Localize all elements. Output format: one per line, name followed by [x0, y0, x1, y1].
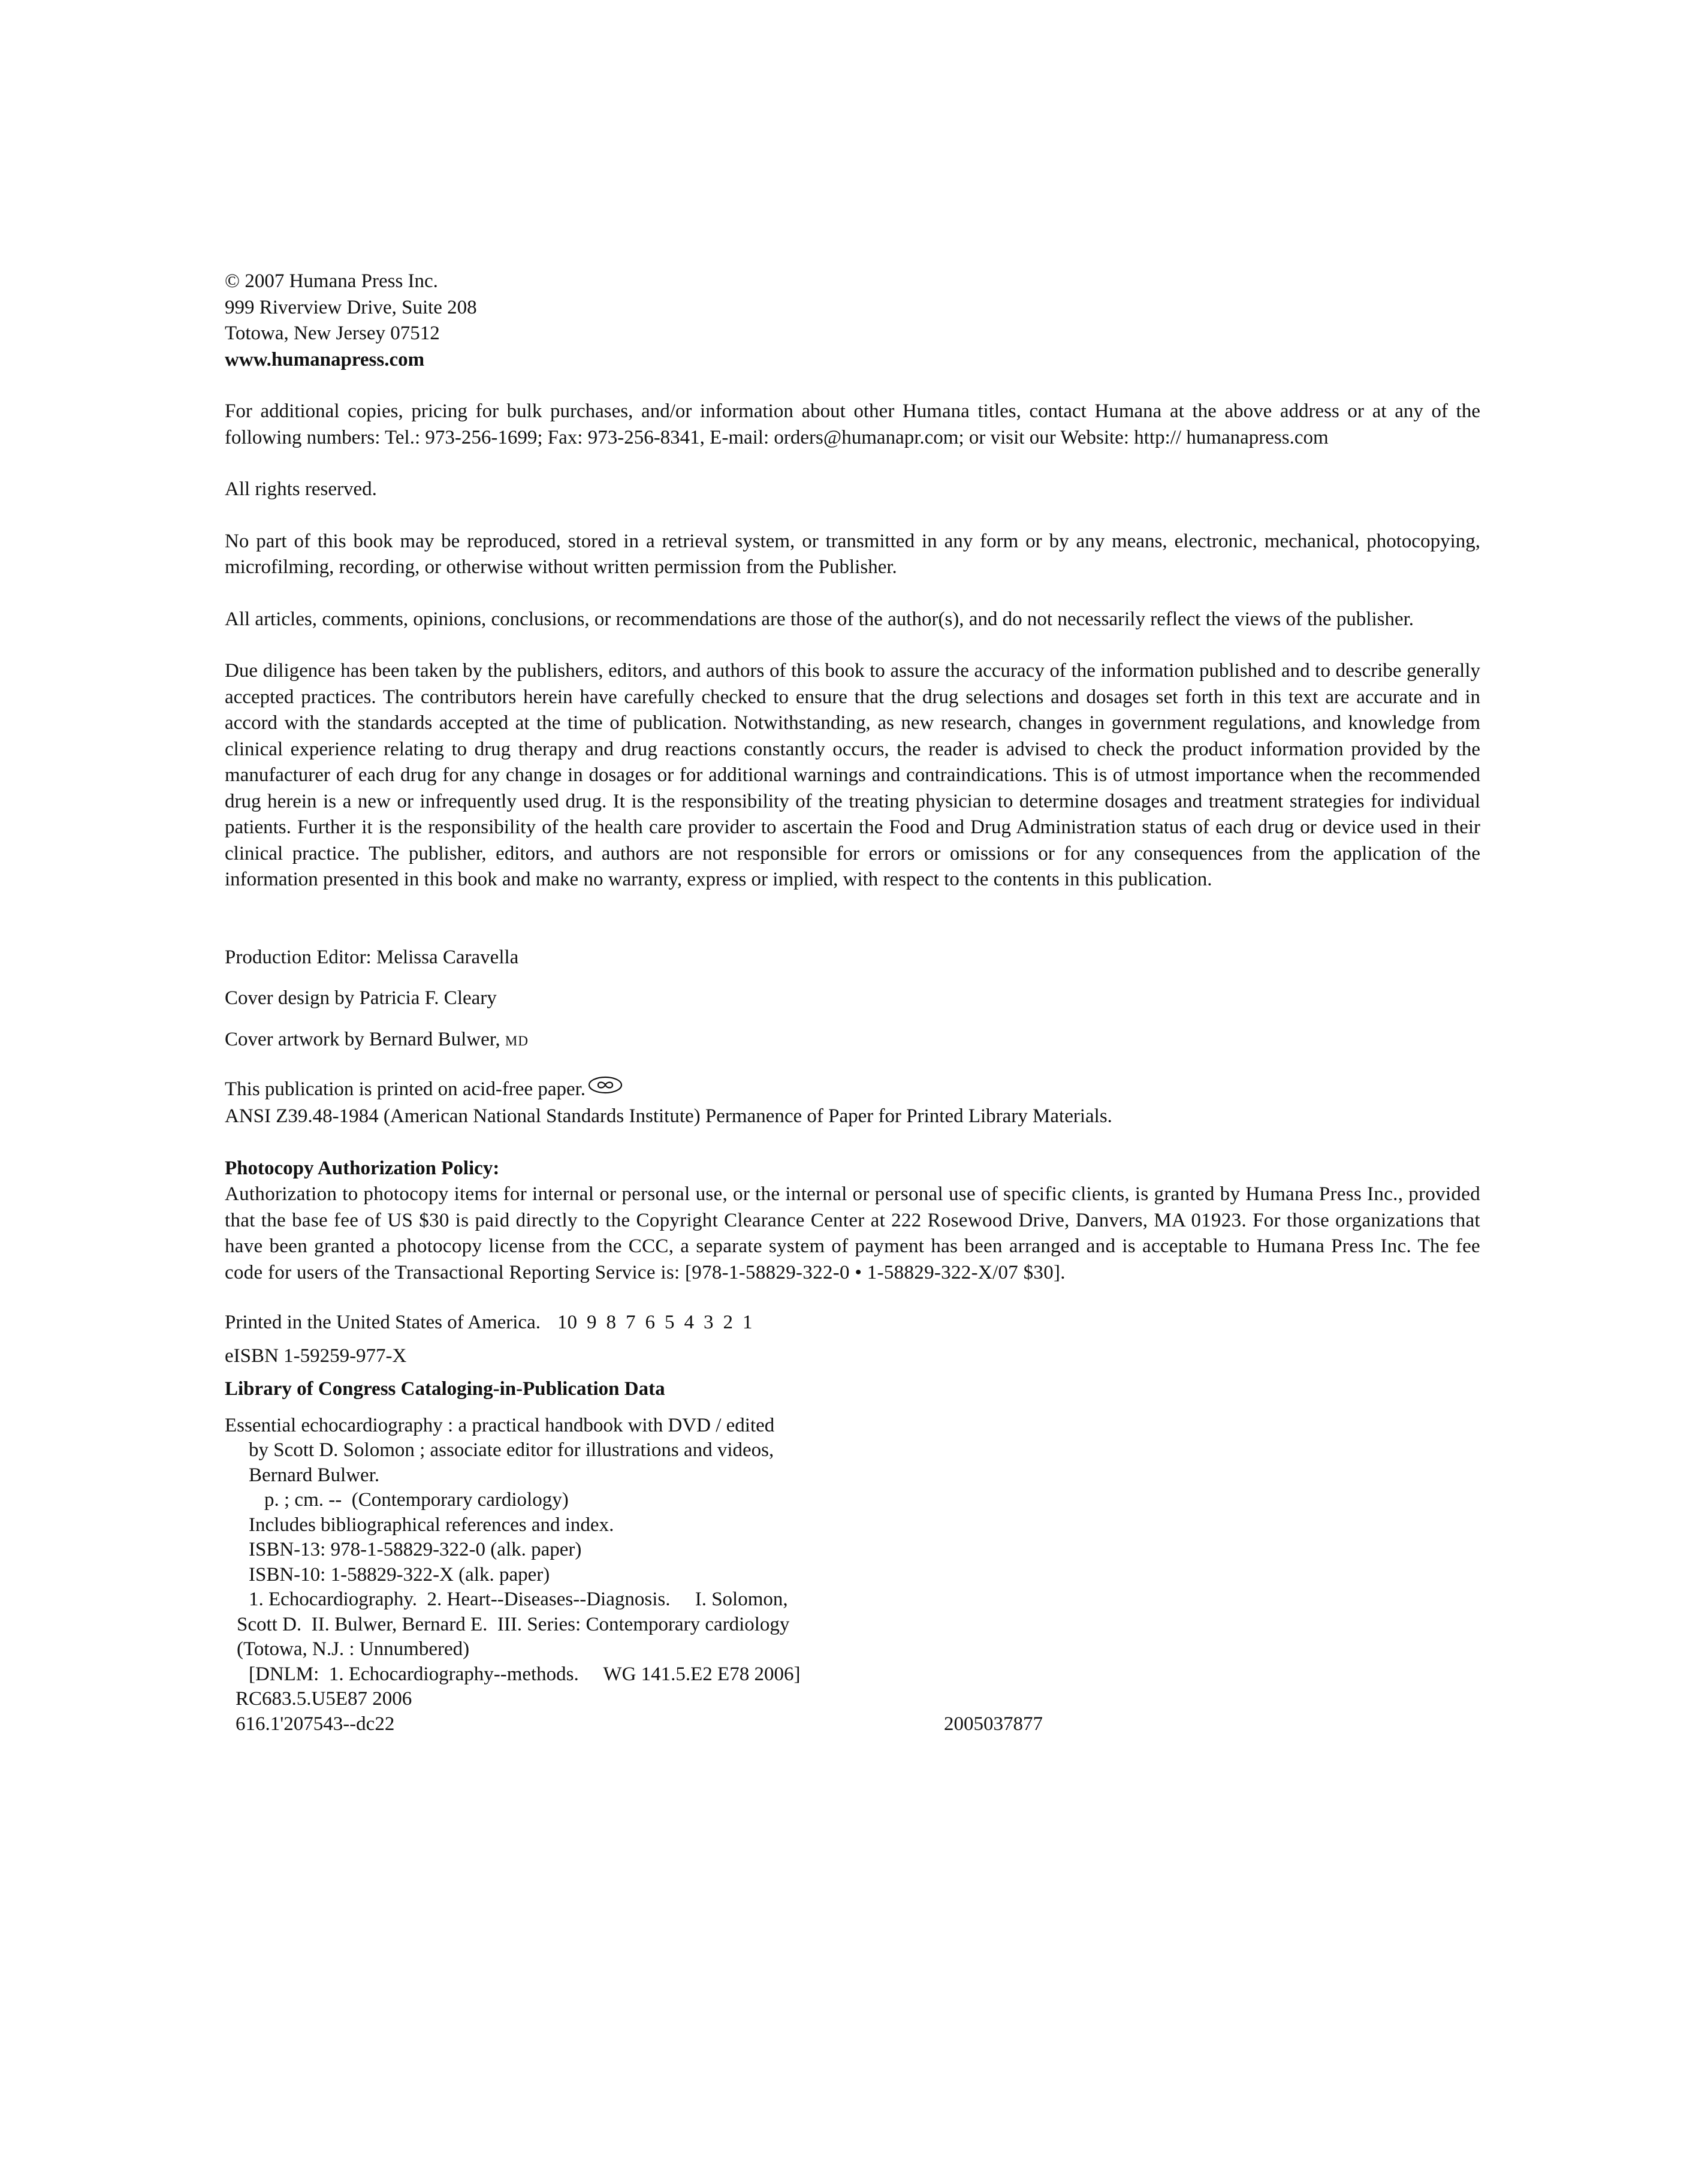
opinions-paragraph: All articles, comments, opinions, conclusions, or recommendations are those of the author(s), and do not necessarily reflect the views of the publisher. — [225, 608, 1414, 630]
cip-line: [DNLM: 1. Echocardiography--methods. WG 141.5.E2 E78 2006] — [249, 1663, 801, 1685]
cip-block — [225, 1413, 1480, 1737]
cover-design-credit: Cover design by Patricia F. Cleary — [225, 987, 497, 1009]
additional-copies-paragraph: For additional copies, pricing for bulk purchases, and/or information about other Humana titles, contact Humana at the above address or at any of the following numbers: Tel.: 973-256-1699; Fax: 973-256-8341, E-mail: orders@humanapr.com; or visit our Website: http:// humanapress.com — [225, 400, 1480, 448]
printing-number: 1 — [742, 1312, 753, 1334]
cip-line: ISBN-13: 978-1-58829-322-0 (alk. paper) — [249, 1539, 582, 1561]
cover-artwork-credit — [225, 1027, 1480, 1054]
cip-line: Essential echocardiography : a practical handbook with DVD / edited — [225, 1414, 775, 1436]
printing-number: 2 — [723, 1312, 733, 1334]
acid-free-line — [225, 1077, 1480, 1104]
infinity-paper-icon — [588, 1075, 623, 1102]
printing-number: 8 — [606, 1312, 616, 1334]
production-editor: Production Editor: Melissa Caravella — [225, 946, 519, 968]
ansi-standard-line: ANSI Z39.48-1984 (American National Standards Institute) Permanence of Paper for Printed Library Materials. — [225, 1105, 1112, 1128]
md-suffix: MD — [505, 1033, 529, 1048]
printing-number: 10 — [557, 1312, 577, 1334]
cip-line: Bernard Bulwer. — [249, 1464, 380, 1486]
photocopy-policy-heading: Photocopy Authorization Policy: — [225, 1157, 500, 1179]
cip-heading: Library of Congress Cataloging-in-Publication Data — [225, 1378, 665, 1400]
cip-line: 1. Echocardiography. 2. Heart--Diseases--Diagnosis. I. Solomon, — [249, 1589, 788, 1611]
printing-number: 5 — [664, 1312, 675, 1334]
printed-in-line — [225, 1310, 1480, 1336]
cip-line: RC683.5.U5E87 2006 — [236, 1688, 412, 1710]
no-reproduction-paragraph: No part of this book may be reproduced, stored in a retrieval system, or transmitted in any form or by any means, electronic, mechanical, photocopying, microfilming, recording, or otherwise without written permission from the Publisher. — [225, 530, 1480, 578]
acid-free-text: This publication is printed on acid-free paper. — [225, 1078, 586, 1100]
cip-line: (Totowa, N.J. : Unnumbered) — [237, 1638, 470, 1660]
photocopy-policy-body: Authorization to photocopy items for internal or personal use, or the internal or personal use of specific clients, is granted by Humana Press Inc., provided that the base fee of US $30 is paid directly to the Copyright Clearance Center at 222 Rosewood Drive, Danvers, MA 01923. For those organizations that have been granted a photocopy license from the CCC, a separate system of payment has been arranged and is acceptable to Humana Press Inc. The fee code for users of the Transactional Reporting Service is: [978-1-58829-322-0 • 1-58829-322-X/07 $30]. — [225, 1183, 1480, 1283]
printing-number: 6 — [645, 1312, 655, 1334]
publisher-website[interactable]: www.humanapress.com — [225, 348, 425, 370]
address-line-1: 999 Riverview Drive, Suite 208 — [225, 296, 477, 318]
dewey-class-number: 616.1'207543--dc22 — [236, 1713, 395, 1735]
cip-final-row — [225, 1712, 1480, 1737]
eisbn-line: eISBN 1-59259-977-X — [225, 1345, 407, 1367]
cip-line: p. ; cm. -- (Contemporary cardiology) — [264, 1489, 569, 1511]
printed-in-text: Printed in the United States of America. — [225, 1312, 541, 1334]
cip-line: ISBN-10: 1-58829-322-X (alk. paper) — [249, 1563, 550, 1586]
due-diligence-paragraph: Due diligence has been taken by the publishers, editors, and authors of this book to assure the accuracy of the information published and to describe generally accepted practices. The contributors herein have carefully checked to ensure that the drug selections and dosages set forth in this text are accurate and in accord with the standards accepted at the time of publication. Notwithstanding, as new research, changes in government regulations, and knowledge from clinical experience relating to drug therapy and drug reactions constantly occurs, the reader is advised to check the product information provided by the manufacturer of each drug for any change in dosages or for additional warnings and contraindications. This is of utmost importance when the recommended drug herein is a new or infrequently used drug. It is the responsibility of the treating physician to determine dosages and treatment strategies for individual patients. Further it is the responsibility of the health care provider to ascertain the Food and Drug Administration status of each drug or device used in their clinical practice. The publisher, editors, and authors are not responsible for errors or omissions or for any consequences from the application of the information presented in this book and make no warranty, express or implied, with respect to the contents in this publication. — [225, 660, 1480, 890]
cip-line: Includes bibliographical references and index. — [249, 1514, 614, 1536]
address-line-2: Totowa, New Jersey 07512 — [225, 323, 440, 344]
printing-number: 7 — [625, 1312, 636, 1334]
copyright-page — [225, 269, 1480, 1737]
cover-artwork-text: Cover artwork by Bernard Bulwer, — [225, 1028, 505, 1050]
lccn-number: 2005037877 — [944, 1713, 1043, 1735]
copyright-line: © 2007 Humana Press Inc. — [225, 270, 438, 292]
rights-reserved: All rights reserved. — [225, 478, 377, 500]
cip-line: by Scott D. Solomon ; associate editor for illustrations and videos, — [249, 1439, 774, 1461]
cip-line: Scott D. II. Bulwer, Bernard E. III. Series: Contemporary cardiology — [237, 1613, 790, 1635]
printing-number-line — [541, 1312, 753, 1333]
printing-number: 3 — [703, 1312, 714, 1334]
printing-number: 4 — [684, 1312, 694, 1334]
printing-number: 9 — [586, 1312, 597, 1334]
